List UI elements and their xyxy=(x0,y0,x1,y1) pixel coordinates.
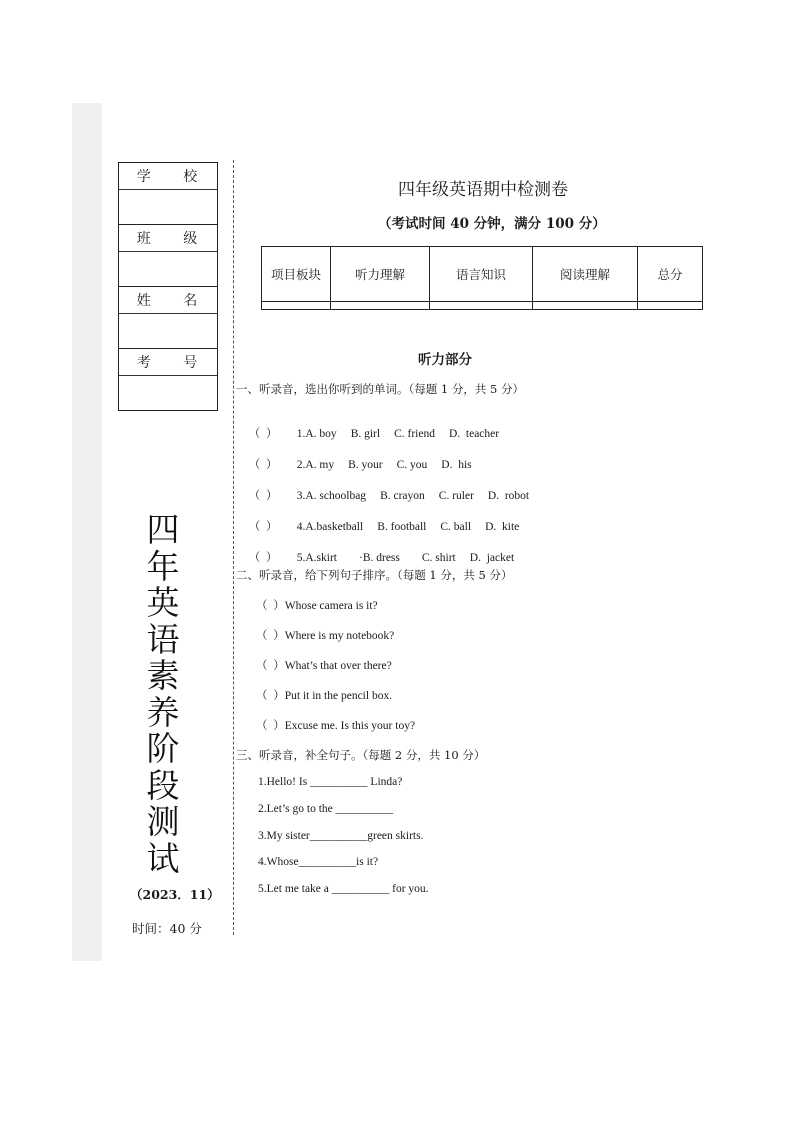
question-number: 4. xyxy=(296,521,306,533)
vtitle-char: 阶 xyxy=(146,729,180,768)
fill-sentence-4[interactable]: 4.Whose__________is it? xyxy=(258,856,379,868)
score-cell[interactable] xyxy=(533,302,638,310)
binding-dashed-line xyxy=(233,160,234,935)
name-field[interactable] xyxy=(119,314,217,349)
mc-question-2 xyxy=(243,444,486,472)
fill-sentence-3[interactable]: 3.My sister__________green skirts. xyxy=(258,830,424,842)
name-label: 姓 名 xyxy=(119,287,217,314)
page-title: 四年级英语期中检测卷 xyxy=(398,180,568,200)
question-number: 1. xyxy=(296,428,306,440)
listening-section-title: 听力部分 xyxy=(418,352,472,368)
option-a: A. schoolbag xyxy=(305,490,367,502)
score-cell[interactable] xyxy=(430,302,533,310)
ordering-sentence-2[interactable]: （ ）Where is my notebook? xyxy=(256,630,395,642)
score-table-value-row xyxy=(262,302,703,310)
test-date: （2023．11） xyxy=(130,887,220,902)
number-field[interactable] xyxy=(119,376,217,411)
answer-paren[interactable]: （ ） xyxy=(248,521,278,533)
vtitle-char: 年 xyxy=(146,546,180,586)
score-cell[interactable] xyxy=(262,302,331,310)
question-number: 2. xyxy=(296,459,306,471)
number-label: 考 号 xyxy=(119,349,217,376)
vtitle-char: 测 xyxy=(146,802,180,841)
score-cell[interactable] xyxy=(331,302,430,310)
option-d: D. kite xyxy=(485,521,520,533)
score-table xyxy=(261,246,703,310)
test-time: 时间：40 分 xyxy=(132,921,202,936)
score-header-cell: 阅读理解 xyxy=(533,247,638,302)
question-number: 5. xyxy=(296,552,306,564)
vtitle-char: 养 xyxy=(146,692,180,732)
answer-paren[interactable]: （ ） xyxy=(248,490,278,502)
question-number: 3. xyxy=(296,490,306,502)
score-header-cell: 项目板块 xyxy=(262,247,331,302)
answer-paren[interactable]: （ ） xyxy=(248,428,278,440)
mc-question-1 xyxy=(243,413,513,441)
option-d: D. his xyxy=(441,459,472,471)
part1-instruction: 一、听录音，选出你听到的单词。（每题 1 分，共 5 分） xyxy=(236,382,525,396)
score-cell[interactable] xyxy=(638,302,703,310)
vtitle-char: 语 xyxy=(146,619,180,659)
school-field[interactable] xyxy=(119,190,217,225)
vtitle-char: 英 xyxy=(146,583,180,622)
option-b: ·B. dress xyxy=(359,552,400,564)
option-b: B. your xyxy=(348,459,383,471)
part3-instruction: 三、听录音，补全句子。（每题 2 分，共 10 分） xyxy=(236,748,486,762)
option-d: D. robot xyxy=(487,490,530,502)
option-a: A.skirt xyxy=(305,552,337,564)
fill-sentence-5[interactable]: 5.Let me take a __________ for you. xyxy=(258,883,429,895)
option-d: D. jacket xyxy=(469,552,515,564)
score-header-cell: 总分 xyxy=(638,247,703,302)
answer-paren[interactable]: （ ） xyxy=(248,552,278,564)
mc-question-3 xyxy=(243,475,543,503)
option-c: C. ball xyxy=(440,521,472,533)
fill-sentence-1[interactable]: 1.Hello! Is __________ Linda? xyxy=(258,776,403,788)
vertical-test-title xyxy=(143,512,183,877)
option-c: C. shirt xyxy=(421,552,456,564)
option-b: B. girl xyxy=(350,428,381,440)
answer-paren[interactable]: （ ） xyxy=(248,459,278,471)
option-c: C. friend xyxy=(394,428,435,440)
school-label: 学 校 xyxy=(119,163,217,190)
vtitle-char: 试 xyxy=(146,838,180,878)
mc-question-5 xyxy=(243,537,528,565)
ordering-sentence-5[interactable]: （ ）Excuse me. Is this your toy? xyxy=(256,720,416,732)
score-header-cell: 语言知识 xyxy=(430,247,533,302)
ordering-sentence-1[interactable]: （ ）Whose camera is it? xyxy=(256,600,378,612)
option-a: A. my xyxy=(305,459,335,471)
vtitle-char: 四 xyxy=(146,510,180,549)
ordering-sentence-4[interactable]: （ ）Put it in the pencil box. xyxy=(256,690,393,702)
student-info-box xyxy=(118,162,218,411)
ordering-sentence-3[interactable]: （ ）What’s that over there? xyxy=(256,660,392,672)
class-field[interactable] xyxy=(119,252,217,287)
page-subtitle: （考试时间 40 分钟，满分 100 分） xyxy=(378,216,606,232)
score-header-cell: 听力理解 xyxy=(331,247,430,302)
part2-instruction: 二、听录音，给下列句子排序。（每题 1 分，共 5 分） xyxy=(236,568,513,582)
option-a: A. boy xyxy=(305,428,337,440)
fill-sentence-2[interactable]: 2.Let’s go to the __________ xyxy=(258,803,394,815)
option-b: B. crayon xyxy=(380,490,425,502)
option-d: D. teacher xyxy=(448,428,500,440)
vtitle-char: 素 xyxy=(146,656,180,695)
option-b: B. football xyxy=(377,521,427,533)
option-c: C. you xyxy=(396,459,428,471)
mc-question-4 xyxy=(243,506,533,534)
class-label: 班 级 xyxy=(119,225,217,252)
vtitle-char: 段 xyxy=(146,765,180,805)
option-a: A.basketball xyxy=(305,521,364,533)
scan-margin-strip xyxy=(72,103,102,961)
score-table-header-row xyxy=(262,247,703,302)
option-c: C. ruler xyxy=(438,490,474,502)
